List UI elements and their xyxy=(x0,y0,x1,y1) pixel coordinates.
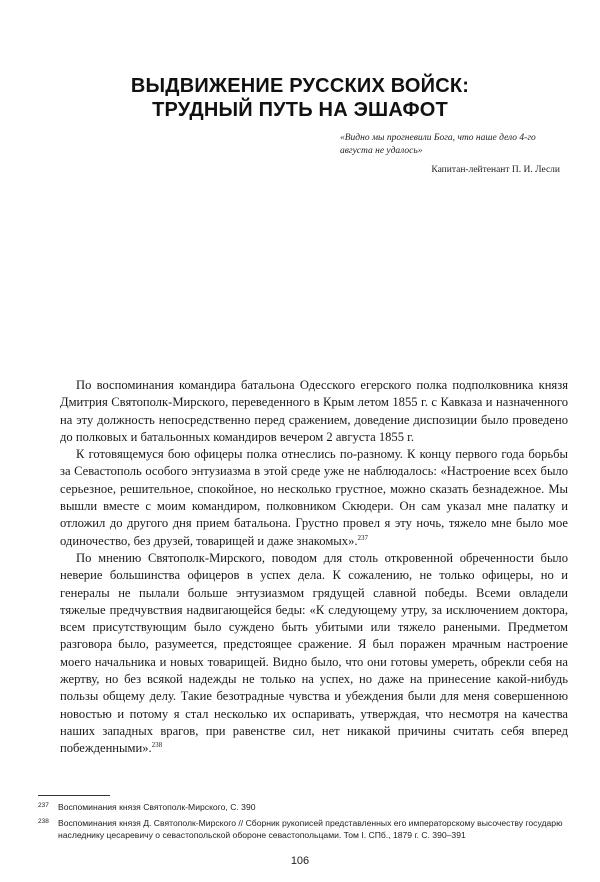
footnote-text: Воспоминания князя Д. Святополк-Мирского // Сборник рукописей представленных его императорскому высочеству государю наследнику цесаревичу о севастопольской обороне севастопольцами. Том I. СПб., 1879 г. С. 390–391 xyxy=(58,817,563,840)
footnote-ref: 237 xyxy=(357,533,369,542)
paragraph-text: По воспоминания командира батальона Одесского егерского полка подполковника князя Дмитрия Святополк-Мирского, переведенного в Крым летом 1855 г. с Кавказа и назначенного на эту должность непосредственно перед сражением, доведение диспозиции было проведено до полковых и батальонных командиров вечером 2 августа 1855 г. xyxy=(60,378,568,444)
chapter-title xyxy=(40,74,560,122)
footnote-text: Воспоминания князя Святополк-Мирского, С. 390 xyxy=(58,802,256,812)
epigraph-quote: «Видно мы прогневили Бога, что наше дело 4-го августа не удалось» xyxy=(340,133,536,156)
footnote xyxy=(38,801,578,814)
footnote-number: 237 xyxy=(38,802,49,809)
epigraph-author: Капитан-лейтенант П. И. Лесли xyxy=(431,165,560,175)
footnote xyxy=(38,817,578,842)
body-text xyxy=(60,377,568,758)
paragraph xyxy=(60,377,568,446)
footnote-divider xyxy=(38,795,110,796)
footnotes xyxy=(38,801,578,845)
paragraph-text: По мнению Святополк-Мирского, поводом для столь откровенной обреченности было неверие большинства офицеров в успех дела. К сожалению, не только офицеры, но и генералы не пылали больше энтузиазмом грядущей славной победы. Всеми овладели тяжелые предчувствия надвигающейся беды: «К следующему утру, за исключением доктора, всем присутствующим было суждено быть убитыми или тяжело ранеными. Предметом разговора было, разумеется, предстоящее сражение. Я был поражен мрачным настроение моего начальника и новых товарищей. Видно было, что они готовы умереть, обрекли себя на жертву, но без всякой надежды не только на успех, но даже на принесение какой-нибудь пользы общему делу. Такие безотрадные чувства и убеждения были для меня совершенною новостью и потому я стал несколько их оспаривать, утверждая, что несмотря на качества наших западных врагов, при равенстве сил, нет никакой причины считать себя вперед побежденными». xyxy=(60,550,568,756)
footnote-number: 238 xyxy=(38,817,49,825)
page-number: 106 xyxy=(290,855,310,867)
paragraph xyxy=(60,446,568,550)
paragraph xyxy=(60,550,568,758)
chapter-title-line-2: ТРУДНЫЙ ПУТЬ НА ЭШАФОТ xyxy=(152,99,448,121)
chapter-title-line-1: ВЫДВИЖЕНИЕ РУССКИХ ВОЙСК: xyxy=(130,75,470,97)
paragraph-text: К готовящемуся бою офицеры полка отнеслись по-разному. К концу первого года борьбы за Севастополь особого энтузиазма в этой среде уже не наблюдалось: «Настроение всех было серьезное, решительное, спокойное, но несколько грустное, можно сказать безнадежное. Мы вышли вместе с моим командиром, полковником Скюдери. Он сам указал мне палатку и отложил до другого дня прием батальона. Грустно провел я эту ночь, тяжело мне было мое одиночество, без друзей, товарищей и даже знакомых». xyxy=(60,447,568,548)
footnote-ref: 238 xyxy=(151,741,163,750)
